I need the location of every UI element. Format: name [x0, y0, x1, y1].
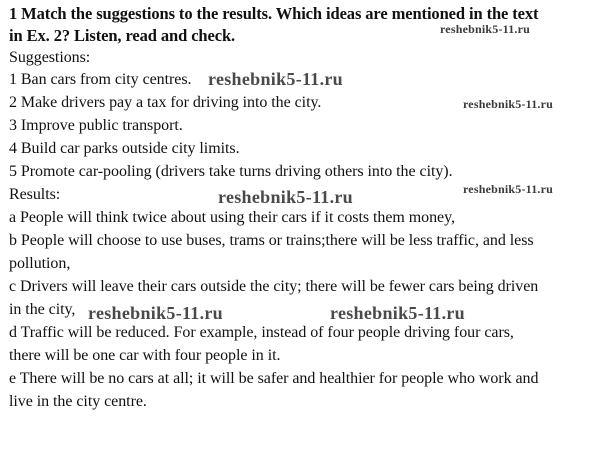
result-a: a People will think twice about using their cars if it costs them money,	[9, 209, 455, 226]
watermark-big: reshebnik5-11.ru	[218, 187, 353, 207]
suggestions-header: Suggestions:	[9, 49, 91, 66]
result-b-line-2: pollution,	[9, 255, 71, 272]
title-line-2: in Ex. 2? Listen, read and check.	[9, 26, 236, 45]
watermark-small: reshebnik5-11.ru	[440, 22, 530, 36]
results-header: Results:	[9, 186, 61, 203]
title-line-1: 1 Match the suggestions to the results. Which ideas are mentioned in the text	[9, 4, 539, 23]
result-e-line-2: live in the city centre.	[9, 393, 147, 410]
result-b-line-1: b People will choose to use buses, trams or trains;there will be less traffic, and less	[9, 232, 534, 249]
result-d-line-1: d Traffic will be reduced. For example, instead of four people driving four cars,	[9, 324, 514, 341]
watermark-big: reshebnik5-11.ru	[88, 303, 223, 323]
suggestion-2: 2 Make drivers pay a tax for driving into the city.	[9, 94, 322, 111]
watermark-big: reshebnik5-11.ru	[330, 303, 465, 323]
suggestion-5: 5 Promote car-pooling (drivers take turns driving others into the city).	[9, 163, 453, 180]
suggestion-1: 1 Ban cars from city centres.	[9, 71, 192, 88]
suggestion-3: 3 Improve public transport.	[9, 117, 183, 134]
result-c-line-2: in the city,	[9, 301, 76, 318]
result-d-line-2: there will be one car with four people in it.	[9, 347, 281, 364]
watermark-big: reshebnik5-11.ru	[208, 69, 343, 89]
result-e-line-1: e There will be no cars at all; it will be safer and healthier for people who work and	[9, 370, 539, 387]
watermark-small: reshebnik5-11.ru	[463, 182, 553, 196]
suggestion-4: 4 Build car parks outside city limits.	[9, 140, 240, 157]
watermark-small: reshebnik5-11.ru	[463, 97, 553, 111]
result-c-line-1: c Drivers will leave their cars outside the city; there will be fewer cars being driven	[9, 278, 539, 295]
